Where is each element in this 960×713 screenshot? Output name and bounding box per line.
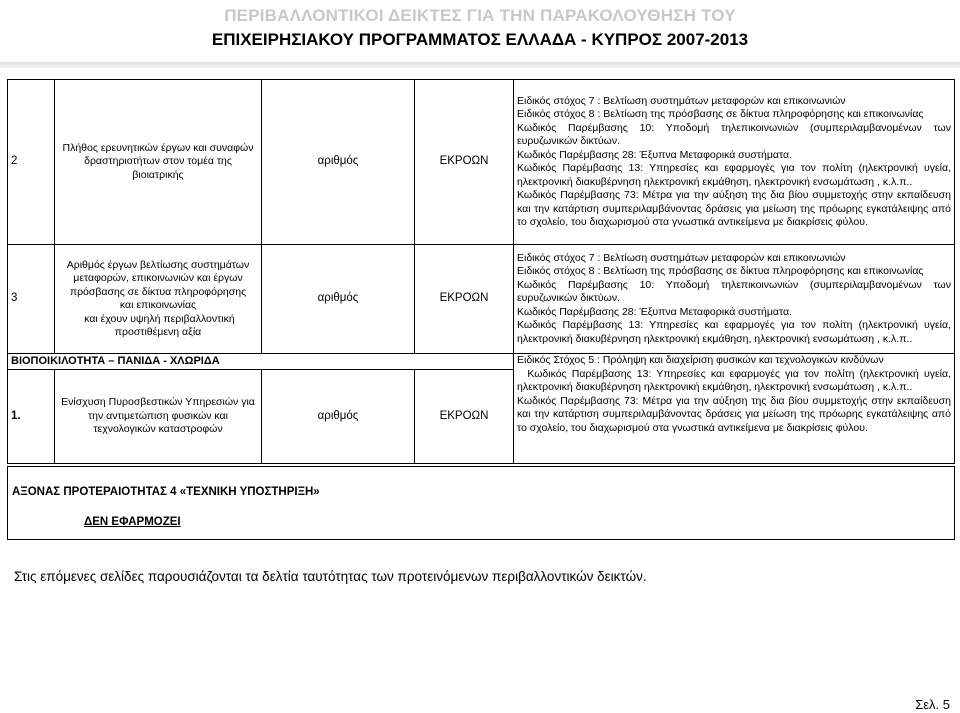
section-label: ΒΙΟΠΟΙΚΙΛΟΤΗΤΑ – ΠΑΝΙΔΑ - ΧΛΩΡΙΔΑ [8, 354, 514, 370]
objective-line: Κωδικός Παρέμβασης 13: Υπηρεσίες και εφαρμογές για τον πολίτη (ηλεκτρονική υγεία, ηλεκτρονική διακυβέρνηση ηλεκτρονική εκμάθηση, ηλεκτρονική ενσωμάτωση , κ.λ.π.. [517, 367, 954, 393]
unit-cell: αριθμός [262, 370, 415, 464]
objective-line: Κωδικός Παρέμβασης 10: Υποδομή τηλεπικοινωνιών (συμπεριλαμβανομένων των ευρυζωνικών δικτύων. [517, 121, 951, 147]
objective-line: Ειδικός στόχος 8 : Βελτίωση της πρόσβασης σε δίκτυα πληροφόρησης και επικοινωνίας [517, 108, 924, 120]
not-applicable-label: ΔΕΝ ΕΦΑΡΜΟΖΕΙ [84, 516, 181, 528]
indicator-title [55, 245, 262, 354]
objectives-cell [514, 80, 955, 245]
page-number: Σελ. 5 [915, 697, 950, 712]
objective-line: Κωδικός Παρέμβασης 13: Υπηρεσίες και εφαρμογές για τον πολίτη (ηλεκτρονική υγεία, ηλεκτρονική διακυβέρνηση ηλεκτρονική εκμάθηση, ηλεκτρονική ενσωμάτωση , κ.λ.π.. [517, 162, 951, 188]
objective-line: Ειδικός στόχος 8 : Βελτίωση της πρόσβασης σε δίκτυα πληροφόρησης και επικοινωνίας [517, 265, 924, 278]
indicator-title-line: πρόσβασης σε δίκτυα πληροφόρησης [69, 285, 247, 298]
indicators-table [7, 79, 955, 464]
table-row [8, 245, 955, 354]
unit-cell: αριθμός [262, 80, 415, 245]
objective-line: Ειδικός στόχος 7 : Βελτίωση συστημάτων μεταφορών και επικοινωνιών [517, 94, 846, 107]
header-title-line-2: ΕΠΙΧΕΙΡΗΣΙΑΚΟΥ ΠΡΟΓΡΑΜΜΑΤΟΣ ΕΛΛΑΔΑ - ΚΥΠΡΟΣ 2007-2013 [211, 30, 749, 49]
page-header [0, 0, 960, 68]
indicator-title-line: Αριθμός έργων βελτίωσης συστημάτων [66, 258, 250, 271]
row-number: 2 [8, 80, 55, 245]
indicator-title-line: και έχουν υψηλή περιβαλλοντική [81, 312, 235, 325]
objective-line: Κωδικός Παρέμβασης 10: Υποδομή τηλεπικοινωνιών (συμπεριλαμβανομένων των ευρυζωνικών δικτύων. [517, 278, 951, 305]
objective-line: Ειδικός στόχος 7 : Βελτίωση συστημάτων μεταφορών και επικοινωνιών [517, 251, 846, 264]
indicator-title-line: και επικοινωνίας [119, 299, 197, 311]
indicator-title-line: προστιθέμενη αξία [114, 326, 202, 338]
row-number: 3 [8, 245, 55, 354]
source-cell: ΕΚΡΟΩΝ [415, 245, 514, 354]
objective-line: Κωδικός Παρέμβασης 28: Έξυπνα Μεταφορικά συστήματα. [517, 305, 792, 318]
objective-line: Κωδικός Παρέμβασης 73: Μέτρα για την αύξηση της δια βίου συμμετοχής στην εκπαίδευση και την κατάρτιση συμπεριλαμβάνοντας δράσεις για μείωση της πρόωρης εγκατάλειψης από το σχολείο, του διαχωρισμού στα γνωστικά αντικείμενα με διακρίσεις φύλου. [517, 394, 951, 434]
header-divider [0, 62, 960, 68]
footnote-text: Στις επόμενες σελίδες παρουσιάζονται τα δελτία ταυτότητας των προτεινόμενων περιβαλλοντικών δεικτών. [14, 569, 647, 584]
objective-line: Κωδικός Παρέμβασης 13: Υπηρεσίες και εφαρμογές για τον πολίτη (ηλεκτρονική υγεία, ηλεκτρονική διακυβέρνηση ηλεκτρονική εκμάθηση, ηλεκτρονική ενσωμάτωση , κ.λ.π.. [517, 319, 951, 345]
header-title-line-1: ΠΕΡΙΒΑΛΛΟΝΤΙΚΟΙ ΔΕΙΚΤΕΣ ΓΙΑ ΤΗΝ ΠΑΡΑΚΟΛΟΥΘΗΣΗ ΤΟΥ [224, 6, 736, 25]
objectives-cell [514, 245, 955, 354]
indicator-title: Πλήθος ερευνητικών έργων και συναφών δραστηριοτήτων στον τομέα της βιοιατρικής [55, 80, 262, 245]
objective-line: Ειδικός Στόχος 5 : Πρόληψη και διαχείριση φυσικών και τεχνολογικών κινδύνων [517, 354, 884, 366]
priority-axis-cell [8, 467, 955, 540]
priority-axis-title: ΑΞΟΝΑΣ ΠΡΟΤΕΡΑΙΟΤΗΤΑΣ 4 «ΤΕΧΝΙΚΗ ΥΠΟΣΤΗΡΙΞΗ» [12, 486, 320, 498]
source-cell: ΕΚΡΟΩΝ [415, 370, 514, 464]
objectives-cell [514, 354, 955, 464]
priority-axis-box [7, 466, 955, 540]
indicator-title: Ενίσχυση Πυροσβεστικών Υπηρεσιών για την αντιμετώπιση φυσικών και τεχνολογικών καταστροφών [55, 370, 262, 464]
objective-line: Κωδικός Παρέμβασης 73: Μέτρα για την αύξηση της δια βίου συμμετοχής στην εκπαίδευση και την κατάρτιση συμπεριλαμβάνοντας δράσεις για μείωση της πρόωρης εγκατάλειψης από το σχολείο, του διαχωρισμού στα γνωστικά αντικείμενα με διακρίσεις φύλου. [517, 189, 951, 228]
source-cell: ΕΚΡΟΩΝ [415, 80, 514, 245]
section-row [8, 354, 955, 370]
row-number: 1. [8, 370, 55, 464]
unit-cell: αριθμός [262, 245, 415, 354]
table-row [8, 80, 955, 245]
objective-line: Κωδικός Παρέμβασης 28: Έξυπνα Μεταφορικά συστήματα. [517, 148, 792, 161]
indicator-title-line: μεταφορών, επικοινωνιών και έργων [73, 272, 243, 284]
